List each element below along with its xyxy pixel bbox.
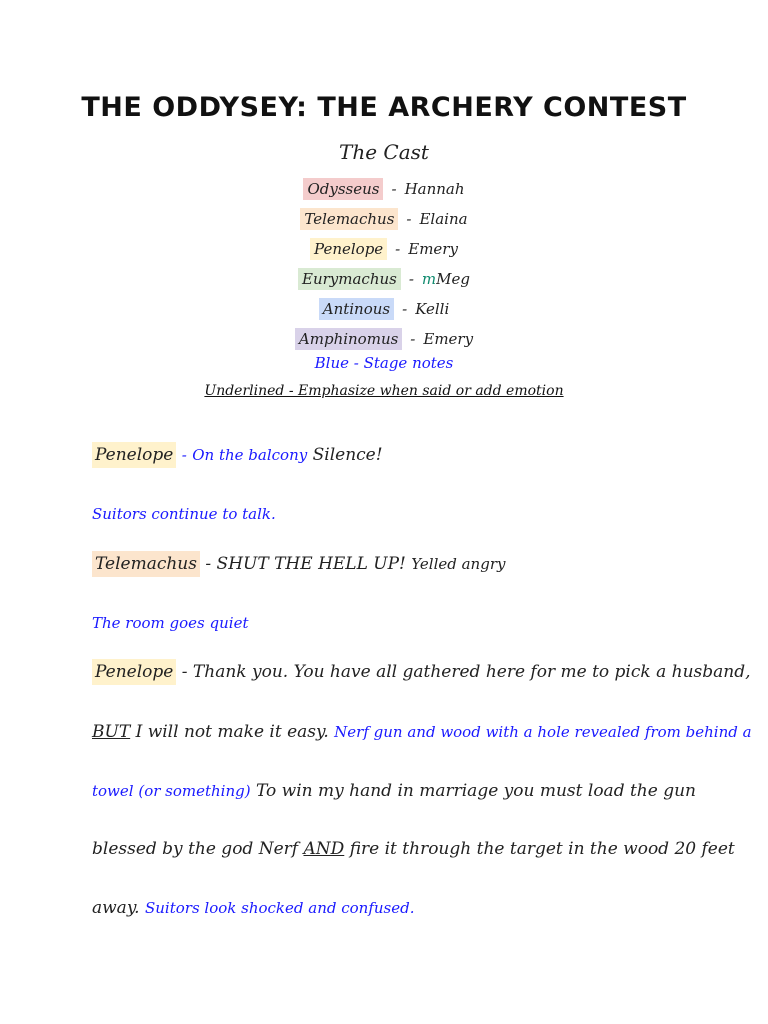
- emphasized-word: BUT: [92, 722, 131, 742]
- stage-note: Nerf gun and wood with a hole revealed from behind a: [334, 723, 752, 741]
- cast-separator: -: [402, 300, 408, 318]
- script-line: [92, 722, 752, 742]
- emphasized-word: AND: [303, 839, 345, 859]
- cast-actor: Emery: [408, 240, 458, 258]
- speaker-name: Penelope: [92, 659, 176, 685]
- cast-actor: Meg: [436, 270, 470, 288]
- cast-separator: -: [406, 210, 412, 228]
- cast-actor: Hannah: [404, 180, 465, 198]
- cast-separator: -: [395, 240, 401, 258]
- cast-row: [0, 204, 768, 234]
- cast-row: [0, 324, 768, 354]
- cast-row: [0, 264, 768, 294]
- cast-role: Amphinomus: [295, 328, 402, 350]
- dialogue-text: SHUT THE HELL UP!: [216, 554, 406, 574]
- cast-row: [0, 294, 768, 324]
- dialogue-text: fire it through the target in the wood 20 feet: [349, 839, 735, 859]
- delivery-note: Yelled angry: [411, 555, 506, 573]
- script-line: [92, 781, 722, 801]
- script-line: [92, 662, 751, 682]
- script-line: [92, 898, 722, 918]
- legend-stage-notes: Blue - Stage notes: [314, 354, 454, 372]
- cast-role: Antinous: [319, 298, 394, 320]
- dialogue-text: blessed by the god Nerf: [92, 839, 299, 859]
- dialogue-text: Silence!: [312, 445, 383, 465]
- speaker-name: Penelope: [92, 442, 176, 468]
- dialogue-text: Thank you. You have all gathered here for me to pick a husband,: [192, 662, 751, 682]
- speaker-name: Telemachus: [92, 551, 200, 577]
- cast-separator: -: [408, 270, 414, 288]
- dialogue-text: away.: [92, 898, 140, 918]
- cast-separator: -: [391, 180, 397, 198]
- cast-row: [0, 174, 768, 204]
- cast-role: Telemachus: [300, 208, 398, 230]
- dash: -: [205, 554, 212, 574]
- cast-actor: Emery: [423, 330, 474, 348]
- dash: -: [181, 662, 188, 682]
- scribbled-initial: m: [421, 270, 437, 288]
- document-title: THE ODDYSEY: THE ARCHERY CONTEST: [81, 92, 687, 123]
- dash: -: [181, 446, 187, 464]
- dialogue-text: I will not make it easy.: [135, 722, 329, 742]
- script-line: [92, 445, 722, 465]
- legend-underlined: [0, 383, 768, 399]
- legend-underlined-text: Underlined - Emphasize when said or add emotion: [204, 383, 564, 399]
- stage-direction: Suitors continue to talk.: [92, 505, 276, 523]
- cast-role: Penelope: [310, 238, 387, 260]
- dialogue-text: To win my hand in marriage you must load the gun: [256, 781, 696, 801]
- cast-role: Odysseus: [303, 178, 383, 200]
- cast-row: [0, 234, 768, 264]
- cast-actor: Elaina: [419, 210, 468, 228]
- stage-note: towel (or something): [92, 782, 251, 800]
- cast-heading: The Cast: [339, 140, 429, 164]
- cast-list: [0, 174, 768, 354]
- cast-role: Eurymachus: [298, 268, 401, 290]
- stage-direction: The room goes quiet: [92, 614, 249, 632]
- script-line: [92, 554, 722, 574]
- cast-separator: -: [410, 330, 416, 348]
- stage-note: On the balcony: [192, 446, 308, 464]
- script-line: [92, 839, 735, 859]
- stage-note: Suitors look shocked and confused.: [144, 899, 415, 917]
- cast-actor: Kelli: [415, 300, 450, 318]
